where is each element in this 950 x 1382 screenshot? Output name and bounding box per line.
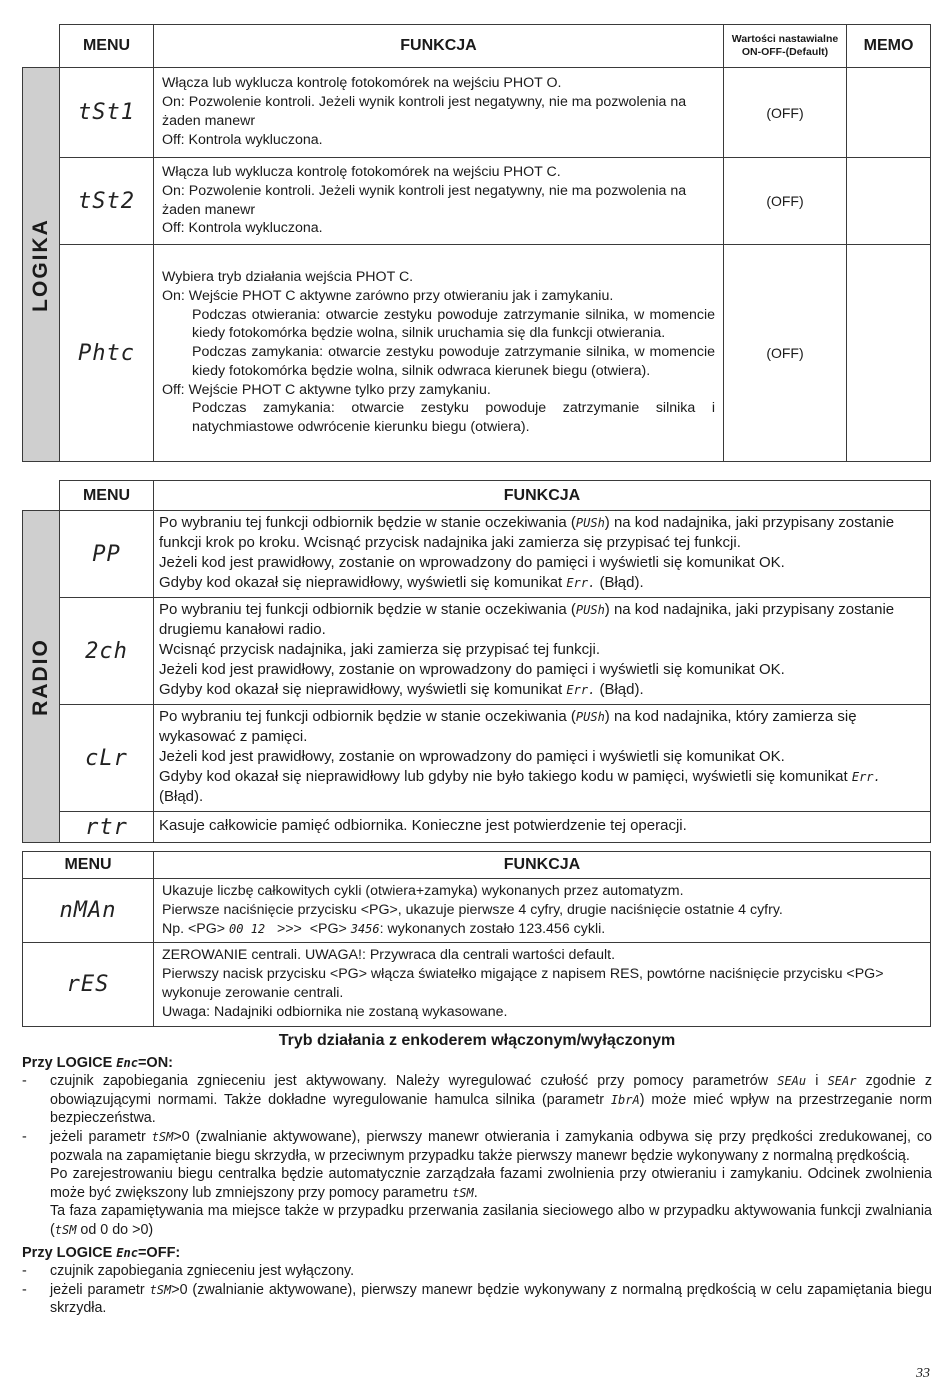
header-menu: MENU: [60, 25, 154, 68]
menu-code-rtr: rtr: [60, 812, 154, 843]
paragraph: Ta faza zapamiętywania ma miejsce także w przypadku przerwania zasilania sieciowego albo w przypadku aktywowania funkcji zwalniania (tSM od 0 do >0): [50, 1203, 932, 1238]
radio-table: [22, 480, 931, 843]
encoder-section: [22, 1032, 932, 1318]
function-text-clr: Po wybraniu tej funkcji odbiornik będzie w stanie oczekiwania (PUSh) na kod nadajnika, który zamierza się wykasować z pamięci. Jeżeli kod jest prawidłowy, zostanie on wprowadzony do pamięci i wyświetli się komunikat OK. Gdyby kod okazał się nieprawidłowy lub gdyby nie było takiego kodu w pamięci, wyświetli się komunikat Err. (Błąd).: [154, 705, 931, 812]
header-memo: MEMO: [847, 25, 931, 68]
list-item: - czujnik zapobiegania zgnieceniu jest aktywowany. Należy wyregulować czułość przy pomocy parametrów SEAu i SEAr zgodnie z obowiązującymi normami. Także dokładne wyregulowanie hamulca silnika (parametr IbrA) może mieć wpływ na przestrzeganie norm bezpieczeństwa.: [22, 1073, 932, 1127]
header-blank: [23, 25, 60, 68]
default-value-tst2: (OFF): [724, 158, 847, 245]
menu-code-pp: PP: [60, 511, 154, 598]
default-value-tst1: (OFF): [724, 68, 847, 158]
err-display: Err.: [566, 576, 596, 590]
push-display: PUSh: [575, 603, 605, 617]
header-values: [724, 25, 847, 68]
memo-cell-tst1[interactable]: [847, 68, 931, 158]
menu-code-phtc: Phtc: [60, 245, 154, 462]
menu-code-res: rES: [23, 943, 154, 1026]
function-text-tst1: Włącza lub wyklucza kontrolę fotokomórek na wejściu PHOT O. On: Pozwolenie kontroli. Jeżeli wynik kontroli jest negatywny, nie ma pozwolenia na żaden manewr Off: Kontrola wykluczona.: [154, 68, 724, 158]
menu-code-2ch: 2ch: [60, 598, 154, 705]
header-values-line1: Wartości nastawialne: [731, 33, 839, 45]
err-display: Err.: [566, 683, 596, 697]
function-text-pp: Po wybraniu tej funkcji odbiornik będzie w stanie oczekiwania (PUSh) na kod nadajnika, jaki przypisany zostanie funkcji krok po kroku. Wcisnąć przycisk nadajnika jaki zamierza się przypisać tej funkcji. Jeżeli kod jest prawidłowy, zostanie on wprowadzony do pamięci i wyświetli się komunikat OK. Gdyby kod okazał się nieprawidłowy, wyświetli się komunikat Err. (Błąd).: [154, 511, 931, 598]
function-text-nman: Ukazuje liczbę całkowitych cykli (otwiera+zamyka) wykonanych przez automatyzm. Pierwsze naciśnięcie przycisku <PG>, ukazuje pierwsze 4 cyfry, drugie naciśnięcie ostatnie 4 cyfry. Np. <PG> 00 12 >>> <PG> 3456: wykonanych zostało 123.456 cykli.: [154, 879, 931, 943]
radio-side-label: RADIO: [23, 511, 60, 843]
logic-enc-off-heading: Przy LOGICE Enc=OFF:: [22, 1244, 181, 1261]
header-menu: MENU: [60, 481, 154, 511]
default-value-phtc: (OFF): [724, 245, 847, 462]
function-text-res: ZEROWANIE centrali. UWAGA!: Przywraca dla centrali wartości default. Pierwszy nacisk przycisku <PG> włącza światełko migające z napisem RES, powtórne naciśnięcie przycisku <PG> wykonuje zerowanie centrali. Uwaga: Nadajniki odbiornika nie zostaną wykasowane.: [154, 943, 931, 1026]
page-number: 33: [916, 1366, 930, 1381]
function-text-phtc: Wybiera tryb działania wejścia PHOT C. On: Wejście PHOT C aktywne zarówno przy otwieraniu jak i zamykaniu. Podczas otwierania: otwarcie zestyku powoduje zatrzymanie silnika, w momencie kiedy fotokomórka będzie wolna, silnik uruchamia się dla funkcji otwierania. Podczas zamykania: otwarcie zestyku powoduje zatrzymanie silnika, w momencie kiedy fotokomórka będzie wolna, silnik odwraca kierunek biegu (otwiera). Off: Wejście PHOT C aktywne tylko przy zamykaniu. Podczas zamykania: otwarcie zestyku powoduje zatrzymanie silnika i natychmiastowe odwrócenie kierunku biegu (otwiera).: [154, 245, 724, 462]
function-text-rtr: Kasuje całkowicie pamięć odbiornika. Konieczne jest potwierdzenie tej operacji.: [154, 812, 931, 843]
push-display: PUSh: [575, 710, 605, 724]
function-text-tst2: Włącza lub wyklucza kontrolę fotokomórek na wejściu PHOT C. On: Pozwolenie kontroli. Jeżeli wynik kontroli jest negatywny, nie ma pozwolenia na żaden manewr Off: Kontrola wykluczona.: [154, 158, 724, 245]
push-display: PUSh: [575, 516, 605, 530]
function-text-2ch: Po wybraniu tej funkcji odbiornik będzie w stanie oczekiwania (PUSh) na kod nadajnika, jaki przypisany zostanie drugiemu kanałowi radio. Wcisnąć przycisk nadajnika, jaki zamierza się przypisać tej funkcji. Jeżeli kod jest prawidłowy, zostanie on wprowadzony do pamięci i wyświetli się komunikat OK. Gdyby kod okazał się nieprawidłowy, wyświetli się komunikat Err. (Błąd).: [154, 598, 931, 705]
logika-table: [22, 24, 931, 462]
menu-code-nman: nMAn: [23, 879, 154, 943]
logic-enc-on-heading: Przy LOGICE Enc=ON:: [22, 1054, 174, 1071]
header-blank: [23, 481, 60, 511]
list-item: - jeżeli parametr tSM>0 (zwalnianie aktywowane), pierwszy manewr otwierania i zamykania odbywa się przy prędkości zredukowanej, co pozwala na zapamiętanie biegu skrzydła, w przeciwnym przypadku także pierwszy manewr będzie wykonywany z normalną prędkością.: [22, 1128, 932, 1164]
counter-display-2: 3456: [350, 921, 380, 936]
memo-cell-phtc[interactable]: [847, 245, 931, 462]
counter-display-1: 00 12: [229, 921, 266, 936]
list-item: - jeżeli parametr tSM>0 (zwalnianie aktywowane), pierwszy manewr będzie wykonywany z normalną prędkością w celu zapamiętania biegu skrzydła.: [22, 1281, 933, 1317]
err-display: Err.: [851, 770, 881, 784]
list-item: - czujnik zapobiegania zgnieceniu jest wyłączony.: [22, 1263, 355, 1280]
logika-side-label: LOGIKA: [23, 68, 60, 462]
paragraph: Po zarejestrowaniu biegu centralka będzie automatycznie zarządzała fazami zwolnienia przy otwieraniu i zamykaniu. Odcinek zwolnienia może być zwiększony lub zmniejszony przy pomocy parametru tSM.: [50, 1166, 932, 1201]
header-funkcja: FUNKCJA: [154, 481, 931, 511]
menu-code-tst1: tSt1: [60, 68, 154, 158]
header-values-line2: ON-OFF-(Default): [741, 46, 829, 58]
encoder-title: Tryb działania z enkoderem włączonym/wyłączonym: [278, 1032, 676, 1049]
header-funkcja: FUNKCJA: [154, 852, 931, 879]
memo-cell-tst2[interactable]: [847, 158, 931, 245]
menu-code-clr: cLr: [60, 705, 154, 812]
menu-code-tst2: tSt2: [60, 158, 154, 245]
header-funkcja: FUNKCJA: [154, 25, 724, 68]
misc-table: [22, 851, 931, 1027]
header-menu: MENU: [23, 852, 154, 879]
